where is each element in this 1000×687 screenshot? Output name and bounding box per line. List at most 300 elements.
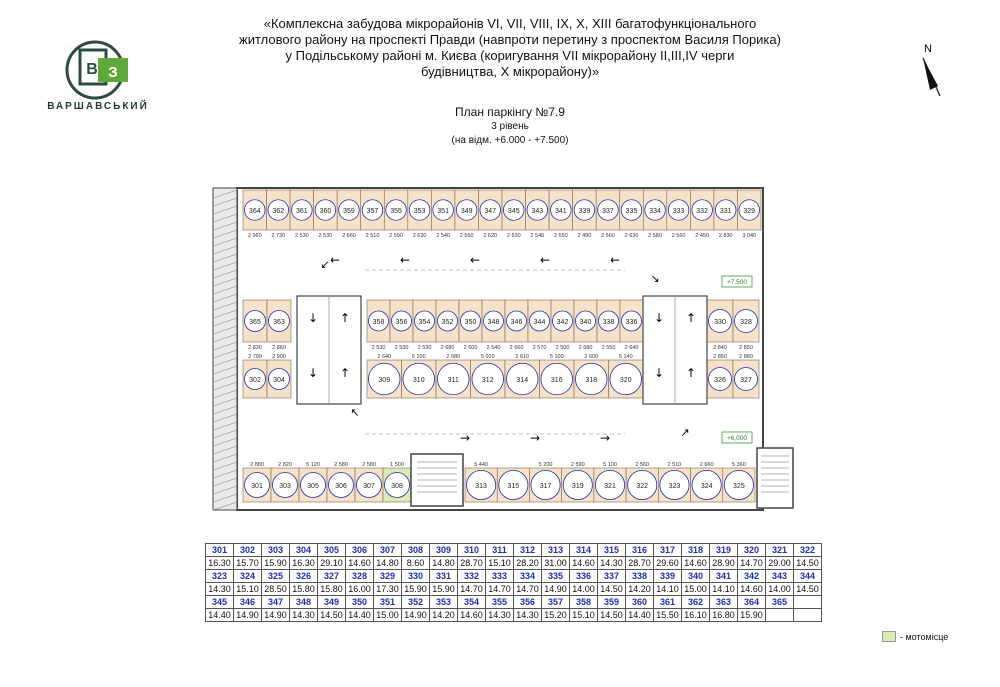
table-cell-number: 304 (290, 544, 318, 557)
table-cell-number: 328 (346, 570, 374, 583)
space-dimension: 2 680 (440, 345, 455, 351)
table-cell-area: 14.80 (430, 557, 458, 570)
table-cell-area: 29.10 (318, 557, 346, 570)
space-number: 353 (413, 208, 426, 215)
space-number: 323 (668, 483, 681, 490)
svg-text:В: В (86, 61, 98, 78)
table-cell-number: 346 (234, 596, 262, 609)
table-cell-number: 314 (570, 544, 598, 557)
table-cell-area: 15.70 (234, 557, 262, 570)
table-cell-number: 358 (570, 596, 598, 609)
space-number: 325 (733, 483, 745, 490)
table-cell-area: 14.50 (318, 609, 346, 622)
table-row-numbers (206, 570, 822, 583)
table-cell-area: 28.70 (626, 557, 654, 570)
space-number: 340 (579, 319, 592, 326)
arrow-turn-icon: ↙ (320, 258, 330, 271)
table-cell-area: 14.40 (346, 609, 374, 622)
space-dimension: 2 860 (272, 345, 286, 351)
space-number: 301 (251, 483, 263, 490)
table-cell-area: 14.70 (458, 583, 486, 596)
table-cell-number: 331 (430, 570, 458, 583)
table-cell-area: 14.10 (710, 583, 738, 596)
space-number: 358 (372, 319, 385, 326)
table-cell-area: 14.50 (598, 583, 626, 596)
space-number: 326 (714, 377, 726, 384)
space-dimension: 2 680 (578, 345, 593, 351)
table-cell-number: 341 (710, 570, 738, 583)
table-cell-area: 14.60 (458, 609, 486, 622)
table-cell-area: 14.90 (402, 609, 430, 622)
space-number: 344 (533, 319, 546, 326)
table-cell-number: 323 (206, 570, 234, 583)
table-cell-area: 14.90 (234, 609, 262, 622)
space-dimension: 2 530 (371, 345, 386, 351)
table-cell-area: 14.40 (206, 609, 234, 622)
table-cell-number: 345 (206, 596, 234, 609)
space-dimension: 2 630 (624, 233, 639, 239)
table-cell-area: 16.00 (346, 583, 374, 596)
space-dimension: 2 660 (342, 233, 356, 239)
space-number: 324 (700, 483, 713, 490)
space-dimension: 2 590 (389, 233, 403, 239)
space-number: 346 (510, 319, 523, 326)
table-cell-number: 307 (374, 544, 402, 557)
table-cell-number: 359 (598, 596, 626, 609)
space-dimension: 5 100 (411, 354, 426, 360)
space-dimension: 2 880 (250, 462, 264, 468)
table-cell-number: 315 (598, 544, 626, 557)
space-dimension: 2 640 (377, 354, 392, 360)
table-cell-area: 14.90 (542, 583, 570, 596)
arrow-up-icon: ↑ (339, 311, 351, 325)
table-cell-area: 28.50 (262, 583, 290, 596)
table-cell-area: 15.80 (290, 583, 318, 596)
table-cell-number: 363 (710, 596, 738, 609)
space-dimension: 2 850 (713, 354, 727, 360)
table-cell-area: 14.30 (514, 609, 542, 622)
table-cell-area: 15.90 (402, 583, 430, 596)
level-tag-lower: +6,000 (726, 435, 748, 442)
table-cell-area: 14.30 (486, 609, 514, 622)
table-cell-area: 15.00 (682, 583, 710, 596)
area-table (205, 543, 822, 622)
table-cell-number: 325 (262, 570, 290, 583)
table-cell-area: 29.00 (766, 557, 794, 570)
table-cell-number: 329 (374, 570, 402, 583)
table-cell-number: 347 (262, 596, 290, 609)
space-dimension: 2 880 (739, 354, 753, 360)
space-dimension: 2 530 (294, 233, 309, 239)
table-cell-number: 357 (542, 596, 570, 609)
space-number: 348 (487, 319, 500, 326)
space-dimension: 2 560 (601, 233, 615, 239)
logo-text: ВАРШАВСЬКИЙ (47, 101, 149, 112)
space-number: 360 (319, 208, 332, 215)
table-cell-area: 15.90 (738, 609, 766, 622)
table-cell-number: 335 (542, 570, 570, 583)
space-dimension: 2 580 (334, 462, 348, 468)
space-dimension: 2 600 (584, 354, 599, 360)
table-cell-area: 14.50 (794, 557, 822, 570)
table-row-numbers (206, 544, 822, 557)
table-cell-area: 15.20 (542, 609, 570, 622)
arrow-left-icon: ← (329, 253, 341, 267)
table-cell-number: 332 (458, 570, 486, 583)
table-cell-area: 16.30 (290, 557, 318, 570)
space-dimension: 2 630 (412, 233, 427, 239)
arrow-turn-icon: ↖ (350, 406, 360, 419)
space-number: 354 (418, 319, 431, 326)
svg-text:З: З (108, 64, 118, 81)
arrow-down-icon: ↓ (653, 366, 665, 380)
table-cell-area: 15.90 (262, 557, 290, 570)
space-dimension: 2 510 (667, 462, 682, 468)
space-dimension: 2 560 (671, 233, 686, 239)
space-number: 317 (539, 483, 552, 490)
arrow-left-icon: ← (609, 253, 621, 267)
table-cell-area: 15.80 (318, 583, 346, 596)
table-cell-area: 14.80 (374, 557, 402, 570)
arrow-turn-icon: ↘ (650, 272, 660, 285)
space-dimension: 2 610 (515, 354, 530, 360)
arrow-up-icon: ↑ (685, 311, 697, 325)
space-number: 338 (602, 319, 615, 326)
moto-swatch (882, 631, 896, 642)
table-cell-area (766, 609, 794, 622)
space-number: 327 (740, 377, 752, 384)
space-number: 339 (578, 208, 591, 215)
table-cell-number: 343 (766, 570, 794, 583)
table-row-areas (206, 609, 822, 622)
space-dimension: 5 360 (732, 462, 746, 468)
space-number: 308 (391, 483, 403, 490)
space-dimension: 2 580 (362, 462, 376, 468)
space-number: 322 (636, 483, 649, 490)
legend (882, 631, 948, 642)
table-cell-area: 14.70 (514, 583, 542, 596)
table-cell-area: 16.80 (710, 609, 738, 622)
table-cell-area: 28.20 (514, 557, 542, 570)
space-dimension: 2 660 (509, 345, 524, 351)
table-cell-area: 14.30 (206, 583, 234, 596)
arrow-left-icon: ← (539, 253, 551, 267)
table-cell-area: 14.20 (430, 609, 458, 622)
space-dimension: 2 840 (713, 345, 727, 351)
table-cell-area: 14.70 (738, 557, 766, 570)
table-cell-area: 16.10 (682, 609, 710, 622)
space-number: 364 (248, 208, 261, 215)
table-cell-number: 330 (402, 570, 430, 583)
title-line: «Комплексна забудова мікрорайонів VI, VII, VIII, IX, X, XIII багатофункціонального (263, 16, 757, 31)
table-cell-number: 365 (766, 596, 794, 609)
space-number: 337 (602, 208, 614, 215)
table-cell-number: 327 (318, 570, 346, 583)
arrow-down-icon: ↓ (307, 366, 319, 380)
table-cell-number: 310 (458, 544, 486, 557)
table-cell-number: 321 (766, 544, 794, 557)
table-cell-number: 353 (430, 596, 458, 609)
space-dimension: 2 600 (463, 345, 478, 351)
table-cell-number: 319 (710, 544, 738, 557)
space-dimension: 5 120 (306, 462, 320, 468)
space-dimension: 2 640 (624, 345, 639, 351)
table-cell-number: 311 (486, 544, 514, 557)
table-cell-area: 15.10 (234, 583, 262, 596)
table-cell-number: 356 (514, 596, 542, 609)
space-dimension: 2 730 (271, 233, 286, 239)
arrow-turn-icon: ↗ (680, 426, 690, 439)
table-cell-number: 333 (486, 570, 514, 583)
table-row-numbers (206, 596, 822, 609)
space-dimension: 1 500 (390, 462, 404, 468)
table-cell-area: 16.30 (206, 557, 234, 570)
table-cell-area: 15.50 (654, 609, 682, 622)
table-cell-number: 338 (626, 570, 654, 583)
table-cell-number: 349 (318, 596, 346, 609)
space-number: 362 (272, 208, 285, 215)
space-number: 361 (296, 208, 308, 215)
table-cell-number: 303 (262, 544, 290, 557)
table-cell-area: 14.60 (682, 557, 710, 570)
space-number: 312 (481, 377, 494, 384)
table-cell-area: 31.00 (542, 557, 570, 570)
table-cell-number: 324 (234, 570, 262, 583)
space-dimension: 2 500 (555, 345, 570, 351)
space-number: 341 (555, 208, 567, 215)
space-number: 345 (507, 208, 520, 215)
space-number: 334 (649, 208, 661, 215)
space-dimension: 2 960 (247, 233, 262, 239)
space-dimension: 2 530 (506, 233, 521, 239)
parking-plan (205, 172, 795, 517)
space-number: 365 (249, 319, 261, 326)
space-number: 309 (378, 377, 391, 384)
space-dimension: 2 820 (278, 462, 292, 468)
table-cell-area: 14.30 (598, 557, 626, 570)
space-dimension: 2 650 (553, 233, 568, 239)
space-dimension: 2 590 (570, 462, 585, 468)
space-number: 355 (390, 208, 402, 215)
table-cell-number: 337 (598, 570, 626, 583)
table-cell-area: 14.60 (570, 557, 598, 570)
table-row-areas (206, 583, 822, 596)
table-cell-number: 350 (346, 596, 374, 609)
space-dimension: 2 900 (272, 354, 286, 360)
space-dimension: 5 100 (549, 354, 564, 360)
table-cell-number: 348 (290, 596, 318, 609)
space-number: 352 (441, 319, 454, 326)
space-dimension: 2 580 (648, 233, 662, 239)
space-number: 347 (484, 208, 497, 215)
arrow-down-icon: ↓ (307, 311, 319, 325)
space-number: 316 (550, 377, 563, 384)
table-cell-number: 305 (318, 544, 346, 557)
table-cell-number: 364 (738, 596, 766, 609)
table-cell-number: 318 (682, 544, 710, 557)
table-cell-area: 15.90 (430, 583, 458, 596)
table-cell-number: 344 (794, 570, 822, 583)
space-dimension: 2 560 (459, 233, 474, 239)
space-number: 351 (437, 208, 449, 215)
space-number: 307 (363, 483, 375, 490)
space-dimension: 2 570 (532, 345, 547, 351)
project-title (190, 16, 830, 80)
table-cell-number: 362 (682, 596, 710, 609)
table-cell-area: 14.00 (570, 583, 598, 596)
table-cell-number: 334 (514, 570, 542, 583)
table-cell-area: 14.50 (794, 583, 822, 596)
arrow-up-icon: ↑ (339, 366, 351, 380)
table-cell-area: 15.00 (374, 609, 402, 622)
table-cell-area: 28.70 (458, 557, 486, 570)
plan-heading (400, 104, 620, 148)
space-number: 328 (740, 319, 752, 326)
arrow-down-icon: ↓ (653, 311, 665, 325)
table-cell-area: 14.60 (738, 583, 766, 596)
space-dimension: 2 830 (718, 233, 733, 239)
table-cell-area: 8.60 (402, 557, 430, 570)
table-cell-number: 339 (654, 570, 682, 583)
space-dimension: 2 850 (739, 345, 753, 351)
legend-label: - мотомісце (900, 631, 949, 642)
table-cell-area: 14.00 (766, 583, 794, 596)
space-number: 306 (335, 483, 347, 490)
space-dimension: 2 620 (483, 233, 498, 239)
table-cell-number: 309 (430, 544, 458, 557)
level-label: 3 рівень (491, 121, 529, 132)
table-cell-number: 342 (738, 570, 766, 583)
space-dimension: 5 100 (603, 462, 617, 468)
space-dimension: 2 560 (635, 462, 650, 468)
table-cell-number: 312 (514, 544, 542, 557)
table-cell-number: 361 (654, 596, 682, 609)
space-number: 313 (475, 483, 487, 490)
space-dimension: 5 140 (618, 354, 633, 360)
space-dimension: 3 040 (742, 233, 757, 239)
space-number: 363 (273, 319, 285, 326)
space-dimension: 5 200 (538, 462, 553, 468)
table-cell-area: 14.50 (598, 609, 626, 622)
table-cell-number: 355 (486, 596, 514, 609)
space-dimension: 2 540 (486, 345, 501, 351)
table-cell-area: 15.10 (486, 557, 514, 570)
table-cell-number: 313 (542, 544, 570, 557)
space-number: 359 (343, 208, 355, 215)
table-cell-area: 14.40 (626, 609, 654, 622)
table-cell-number: 340 (682, 570, 710, 583)
table-cell-number: 322 (794, 544, 822, 557)
table-cell-number: 306 (346, 544, 374, 557)
space-dimension: 5 010 (480, 354, 495, 360)
space-number: 319 (571, 483, 584, 490)
table-cell-number: 351 (374, 596, 402, 609)
table-cell-area: 17.30 (374, 583, 402, 596)
space-dimension: 2 540 (530, 233, 545, 239)
space-number: 302 (249, 377, 261, 384)
space-number: 320 (619, 377, 632, 384)
space-dimension: 2 830 (248, 345, 262, 351)
space-number: 356 (395, 319, 408, 326)
table-cell-number: 302 (234, 544, 262, 557)
table-cell-area: 15.10 (570, 609, 598, 622)
space-dimension: 2 510 (365, 233, 380, 239)
space-dimension: 2 540 (436, 233, 451, 239)
table-cell-number: 317 (654, 544, 682, 557)
table-cell-number: 320 (738, 544, 766, 557)
table-cell-number: 352 (402, 596, 430, 609)
table-cell-area: 14.60 (346, 557, 374, 570)
table-cell-number: 336 (570, 570, 598, 583)
space-number: 304 (273, 377, 285, 384)
space-number: 332 (696, 208, 708, 215)
space-dimension: 5 440 (474, 462, 488, 468)
arrow-right-icon: → (599, 431, 611, 445)
title-line: житлового району на проспекті Правди (навпроти перетину з проспектом Василя Порика) (239, 32, 781, 47)
table-row-areas (206, 557, 822, 570)
space-number: 315 (507, 483, 520, 490)
level-tag-upper: +7,500 (726, 279, 748, 286)
space-dimension: 2 490 (577, 233, 592, 239)
space-dimension: 2 530 (318, 233, 333, 239)
arrow-right-icon: → (459, 431, 471, 445)
north-arrow-icon (912, 40, 946, 104)
elevation-label: (на відм. +6.000 - +7.500) (451, 135, 569, 146)
title-line: у Подільському районі м. Києва (коригування VII мікрорайону II,III,IV черги (285, 48, 735, 63)
space-dimension: 2 530 (394, 345, 409, 351)
table-cell-area: 14.30 (290, 609, 318, 622)
space-number: 329 (743, 208, 756, 215)
table-cell-number: 326 (290, 570, 318, 583)
space-number: 333 (672, 208, 685, 215)
table-cell-number: 301 (206, 544, 234, 557)
table-cell-area: 14.20 (626, 583, 654, 596)
space-number: 343 (531, 208, 544, 215)
table-cell-number: 308 (402, 544, 430, 557)
stairwell (757, 448, 793, 508)
space-dimension: 2 450 (695, 233, 710, 239)
space-number: 303 (279, 483, 291, 490)
table-cell-area: 14.10 (654, 583, 682, 596)
space-number: 331 (719, 208, 732, 215)
space-dimension: 2 680 (446, 354, 461, 360)
table-cell-area: 14.90 (262, 609, 290, 622)
table-cell-number: 360 (626, 596, 654, 609)
space-number: 318 (585, 377, 598, 384)
arrow-right-icon: → (529, 431, 541, 445)
table-cell-number: 316 (626, 544, 654, 557)
space-dimension: 2 790 (248, 354, 262, 360)
plan-title: План паркінгу №7.9 (455, 105, 565, 119)
space-number: 335 (625, 208, 638, 215)
space-number: 305 (307, 483, 319, 490)
space-number: 342 (556, 319, 569, 326)
space-number: 330 (714, 319, 726, 326)
space-number: 350 (464, 319, 477, 326)
table-cell-area: 29.60 (654, 557, 682, 570)
table-cell-number: 354 (458, 596, 486, 609)
table-cell-number (794, 596, 822, 609)
space-dimension: 2 660 (699, 462, 714, 468)
space-number: 357 (366, 208, 379, 215)
space-number: 314 (516, 377, 529, 384)
space-number: 321 (604, 483, 616, 490)
space-number: 349 (460, 208, 473, 215)
arrow-left-icon: ← (469, 253, 481, 267)
table-cell-area: 28.90 (710, 557, 738, 570)
arrow-up-icon: ↑ (685, 366, 697, 380)
arrow-left-icon: ← (399, 253, 411, 267)
